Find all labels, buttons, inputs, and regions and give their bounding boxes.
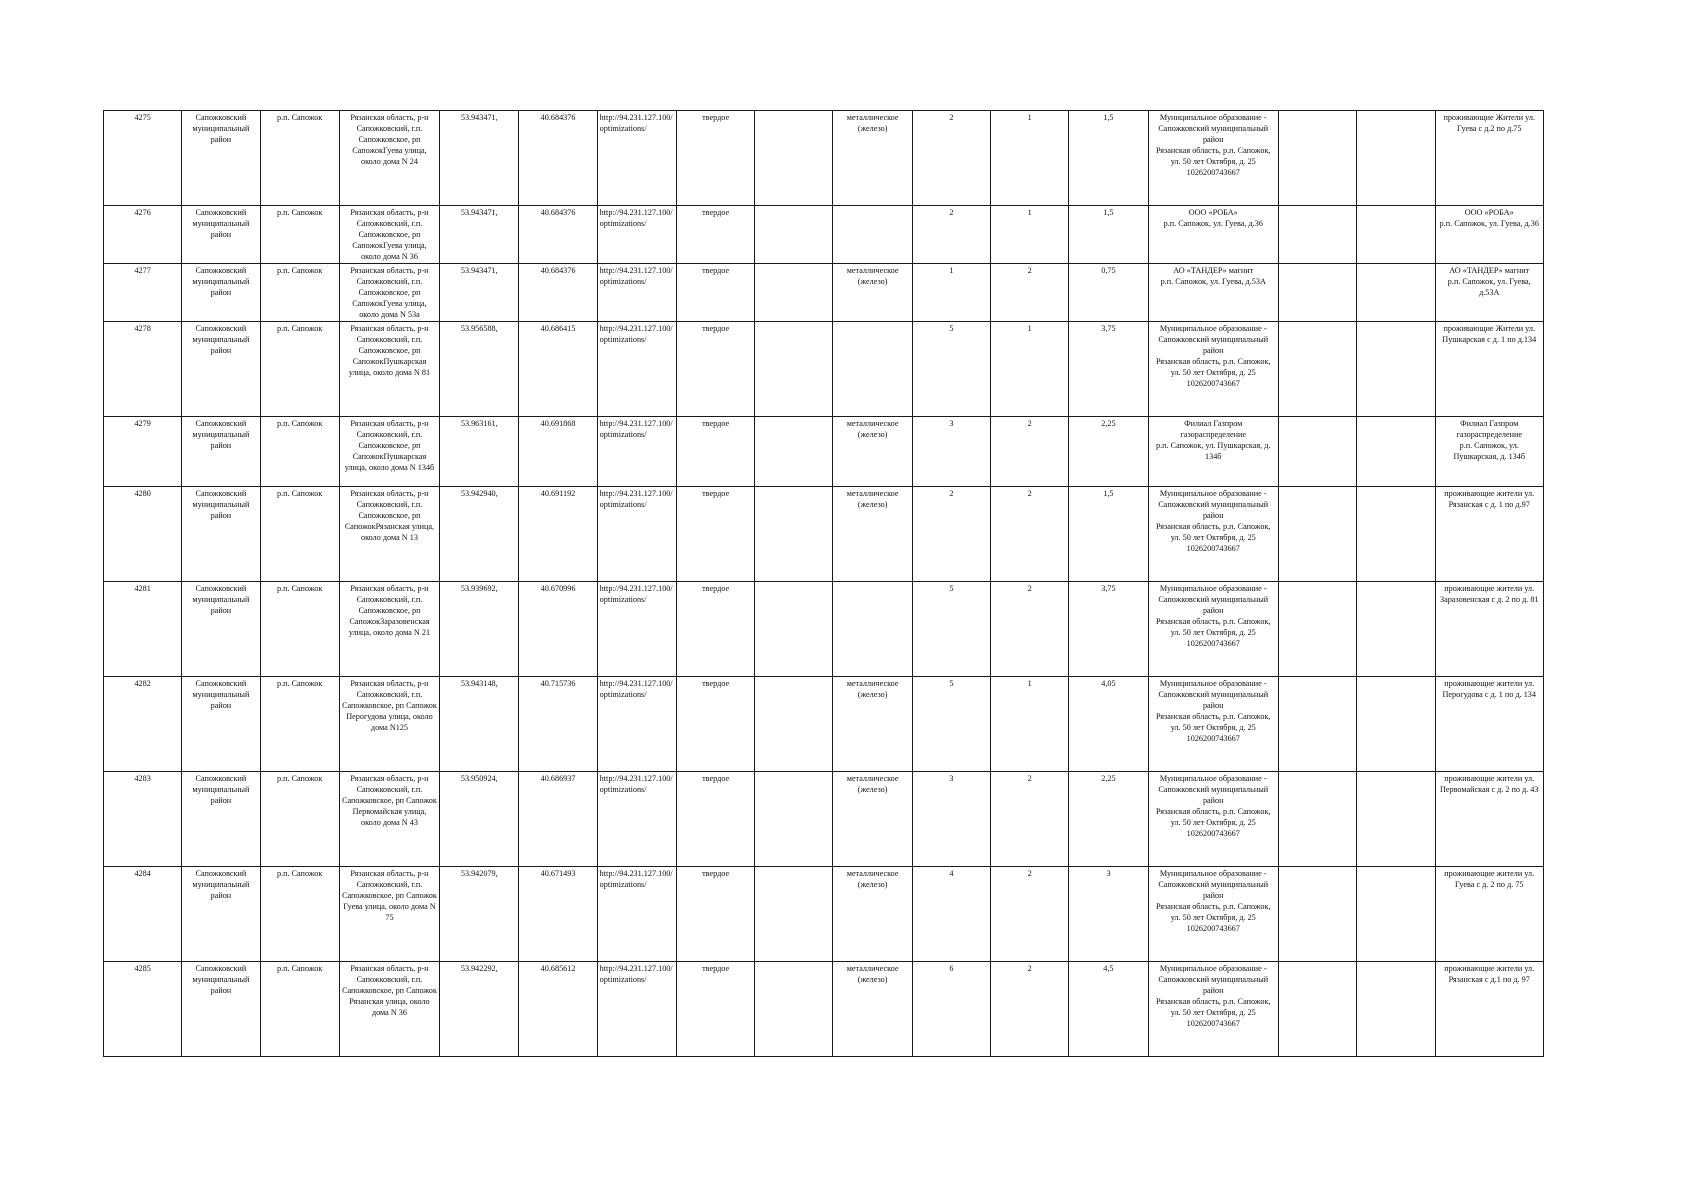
cell-latitude: 53.942079, bbox=[440, 867, 519, 962]
cell-map-link: http://94.231.127.100/optimizations/ bbox=[597, 111, 676, 206]
cell-map-link: http://94.231.127.100/optimizations/ bbox=[597, 677, 676, 772]
table-row bbox=[104, 677, 1544, 772]
cell-base-area bbox=[755, 582, 833, 677]
cell-owner-contact bbox=[1357, 772, 1435, 867]
cell-longitude: 40.691192 bbox=[519, 487, 597, 582]
cell-container-material: металлическое (железо) bbox=[833, 264, 912, 322]
cell-owner-contact bbox=[1357, 962, 1435, 1057]
cell-base-area bbox=[755, 111, 833, 206]
cell-total-volume: 3 bbox=[1069, 867, 1148, 962]
cell-owner-extra bbox=[1278, 417, 1356, 487]
cell-base-area bbox=[755, 962, 833, 1057]
cell-waste-sources: проживающие Жители ул. Гуева с д.2 по д.75 bbox=[1435, 111, 1544, 206]
cell-container-volume: 1 bbox=[991, 206, 1069, 264]
cell-container-count: 2 bbox=[912, 487, 990, 582]
cell-latitude: 53.943471, bbox=[440, 206, 519, 264]
cell-base-area bbox=[755, 867, 833, 962]
cell-site-address: Рязанская область, р-н Сапожковский, г.п. Сапожковское, рп СапожокРязанская улица, около дома N 13 bbox=[339, 487, 439, 582]
cell-surface-type: твердое bbox=[676, 111, 754, 206]
cell-container-material: металлическое (железо) bbox=[833, 487, 912, 582]
cell-owner-extra bbox=[1278, 962, 1356, 1057]
cell-site-address: Рязанская область, р-н Сапожковский, г.п. Сапожковское, рп Сапожок Рязанская улица, около дома N 36 bbox=[339, 962, 439, 1057]
cell-site-owner: Муниципальное образование - Сапожковский муниципальный район Рязанская область, р.п. Сапожок, ул. 50 лет Октября, д. 25 1026200743667 bbox=[1148, 582, 1278, 677]
table-body bbox=[104, 111, 1544, 1057]
cell-row-number: 4277 bbox=[104, 264, 182, 322]
cell-settlement: р.п. Сапожок bbox=[260, 322, 339, 417]
cell-row-number: 4281 bbox=[104, 582, 182, 677]
cell-owner-extra bbox=[1278, 867, 1356, 962]
cell-container-material: металлическое (железо) bbox=[833, 962, 912, 1057]
document-page bbox=[103, 110, 1544, 1057]
cell-waste-sources: проживающие жители ул. Рязанская с д.1 по д. 97 bbox=[1435, 962, 1544, 1057]
cell-map-link: http://94.231.127.100/optimizations/ bbox=[597, 417, 676, 487]
cell-surface-type: твердое bbox=[676, 582, 754, 677]
cell-latitude: 53.943148, bbox=[440, 677, 519, 772]
table-row bbox=[104, 582, 1544, 677]
cell-settlement: р.п. Сапожок bbox=[260, 206, 339, 264]
cell-row-number: 4276 bbox=[104, 206, 182, 264]
cell-container-count: 6 bbox=[912, 962, 990, 1057]
table-row bbox=[104, 962, 1544, 1057]
cell-base-area bbox=[755, 417, 833, 487]
container-sites-table bbox=[103, 110, 1544, 1057]
cell-total-volume: 3,75 bbox=[1069, 322, 1148, 417]
cell-site-owner: Филиал Газпром газораспределение р.п. Сапожок, ул. Пушкарская, д. 134б bbox=[1148, 417, 1278, 487]
cell-site-address: Рязанская область, р-н Сапожковский, г.п. Сапожковское, рп Сапожок Гуева улица, около дома N 75 bbox=[339, 867, 439, 962]
cell-container-count: 2 bbox=[912, 111, 990, 206]
cell-map-link: http://94.231.127.100/optimizations/ bbox=[597, 772, 676, 867]
cell-waste-sources: Филиал Газпром газораспределение р.п. Сапожок, ул. Пушкарская, д. 134б bbox=[1435, 417, 1544, 487]
cell-site-address: Рязанская область, р-н Сапожковский, г.п. Сапожковское, рп СапожокПушкарская улица, около дома N 134б bbox=[339, 417, 439, 487]
cell-surface-type: твердое bbox=[676, 487, 754, 582]
cell-container-material bbox=[833, 322, 912, 417]
cell-owner-contact bbox=[1357, 264, 1435, 322]
cell-owner-contact bbox=[1357, 677, 1435, 772]
cell-container-count: 5 bbox=[912, 322, 990, 417]
cell-latitude: 53.943471, bbox=[440, 264, 519, 322]
cell-longitude: 40.691868 bbox=[519, 417, 597, 487]
cell-site-owner: Муниципальное образование - Сапожковский муниципальный район Рязанская область, р.п. Сапожок, ул. 50 лет Октября, д. 25 1026200743667 bbox=[1148, 677, 1278, 772]
cell-site-address: Рязанская область, р-н Сапожковский, г.п. Сапожковское, рп Сапожок Перогудова улица, около дома N125 bbox=[339, 677, 439, 772]
cell-container-material: металлическое (железо) bbox=[833, 677, 912, 772]
cell-longitude: 40.685612 bbox=[519, 962, 597, 1057]
cell-municipal-district: Сапожковский муниципальный район bbox=[182, 417, 260, 487]
cell-owner-extra bbox=[1278, 264, 1356, 322]
cell-municipal-district: Сапожковский муниципальный район bbox=[182, 322, 260, 417]
table-row bbox=[104, 867, 1544, 962]
cell-site-owner: ООО «РОБА» р.п. Сапожок, ул. Гуева, д.36 bbox=[1148, 206, 1278, 264]
cell-longitude: 40.670996 bbox=[519, 582, 597, 677]
cell-longitude: 40.686937 bbox=[519, 772, 597, 867]
cell-container-material: металлическое (железо) bbox=[833, 417, 912, 487]
cell-longitude: 40.715736 bbox=[519, 677, 597, 772]
cell-container-volume: 1 bbox=[991, 322, 1069, 417]
cell-container-count: 2 bbox=[912, 206, 990, 264]
cell-map-link: http://94.231.127.100/optimizations/ bbox=[597, 206, 676, 264]
cell-total-volume: 2,25 bbox=[1069, 772, 1148, 867]
cell-settlement: р.п. Сапожок bbox=[260, 962, 339, 1057]
cell-map-link: http://94.231.127.100/optimizations/ bbox=[597, 487, 676, 582]
table-row bbox=[104, 264, 1544, 322]
cell-site-owner: Муниципальное образование - Сапожковский муниципальный район Рязанская область, р.п. Сапожок, ул. 50 лет Октября, д. 25 1026200743667 bbox=[1148, 772, 1278, 867]
cell-container-volume: 2 bbox=[991, 487, 1069, 582]
cell-site-address: Рязанская область, р-н Сапожковский, г.п. Сапожковское, рп СапожокГуева улица, около дома N 53а bbox=[339, 264, 439, 322]
cell-surface-type: твердое bbox=[676, 867, 754, 962]
cell-site-owner: Муниципальное образование - Сапожковский муниципальный район Рязанская область, р.п. Сапожок, ул. 50 лет Октября, д. 25 1026200743667 bbox=[1148, 487, 1278, 582]
cell-base-area bbox=[755, 322, 833, 417]
cell-owner-contact bbox=[1357, 487, 1435, 582]
cell-surface-type: твердое bbox=[676, 677, 754, 772]
cell-waste-sources: проживающие жители ул. Заразовенская с д. 2 по д. 81 bbox=[1435, 582, 1544, 677]
cell-owner-extra bbox=[1278, 582, 1356, 677]
cell-total-volume: 1,5 bbox=[1069, 206, 1148, 264]
cell-row-number: 4278 bbox=[104, 322, 182, 417]
cell-base-area bbox=[755, 772, 833, 867]
cell-site-owner: Муниципальное образование - Сапожковский муниципальный район Рязанская область, р.п. Сапожок, ул. 50 лет Октября, д. 25 1026200743667 bbox=[1148, 962, 1278, 1057]
cell-longitude: 40.684376 bbox=[519, 111, 597, 206]
table-row bbox=[104, 111, 1544, 206]
table-row bbox=[104, 206, 1544, 264]
cell-waste-sources: проживающие жители ул. Гуева с д. 2 по д. 75 bbox=[1435, 867, 1544, 962]
cell-container-volume: 1 bbox=[991, 111, 1069, 206]
cell-settlement: р.п. Сапожок bbox=[260, 487, 339, 582]
cell-container-material: металлическое (железо) bbox=[833, 867, 912, 962]
cell-municipal-district: Сапожковский муниципальный район bbox=[182, 111, 260, 206]
cell-container-material bbox=[833, 582, 912, 677]
cell-row-number: 4282 bbox=[104, 677, 182, 772]
cell-container-count: 4 bbox=[912, 867, 990, 962]
cell-row-number: 4279 bbox=[104, 417, 182, 487]
cell-map-link: http://94.231.127.100/optimizations/ bbox=[597, 962, 676, 1057]
cell-owner-contact bbox=[1357, 206, 1435, 264]
cell-total-volume: 2,25 bbox=[1069, 417, 1148, 487]
cell-municipal-district: Сапожковский муниципальный район bbox=[182, 264, 260, 322]
cell-surface-type: твердое bbox=[676, 206, 754, 264]
cell-site-owner: АО «ТАНДЕР» магнит р.п. Сапожок, ул. Гуева, д.53А bbox=[1148, 264, 1278, 322]
cell-container-material: металлическое (железо) bbox=[833, 111, 912, 206]
cell-site-address: Рязанская область, р-н Сапожковский, г.п. Сапожковское, рп СапожокЗаразовенская улица, около дома N 21 bbox=[339, 582, 439, 677]
cell-latitude: 53.963161, bbox=[440, 417, 519, 487]
cell-row-number: 4275 bbox=[104, 111, 182, 206]
cell-container-material: металлическое (железо) bbox=[833, 772, 912, 867]
cell-owner-contact bbox=[1357, 417, 1435, 487]
cell-owner-extra bbox=[1278, 111, 1356, 206]
cell-container-count: 5 bbox=[912, 677, 990, 772]
cell-container-material bbox=[833, 206, 912, 264]
cell-latitude: 53.943471, bbox=[440, 111, 519, 206]
cell-container-volume: 2 bbox=[991, 264, 1069, 322]
cell-municipal-district: Сапожковский муниципальный район bbox=[182, 962, 260, 1057]
cell-container-count: 3 bbox=[912, 772, 990, 867]
cell-surface-type: твердое bbox=[676, 264, 754, 322]
cell-municipal-district: Сапожковский муниципальный район bbox=[182, 867, 260, 962]
cell-surface-type: твердое bbox=[676, 772, 754, 867]
cell-total-volume: 0,75 bbox=[1069, 264, 1148, 322]
cell-site-address: Рязанская область, р-н Сапожковский, г.п. Сапожковское, рп Сапожок Первомайская улица, около дома N 43 bbox=[339, 772, 439, 867]
cell-waste-sources: проживающие Жители ул. Пушкарская с д. 1 по д.134 bbox=[1435, 322, 1544, 417]
cell-municipal-district: Сапожковский муниципальный район bbox=[182, 677, 260, 772]
cell-container-volume: 2 bbox=[991, 962, 1069, 1057]
cell-site-address: Рязанская область, р-н Сапожковский, г.п. Сапожковское, рп СапожокПушкарская улица, около дома N 81 bbox=[339, 322, 439, 417]
cell-municipal-district: Сапожковский муниципальный район bbox=[182, 582, 260, 677]
cell-latitude: 53.942292, bbox=[440, 962, 519, 1057]
cell-base-area bbox=[755, 264, 833, 322]
cell-row-number: 4285 bbox=[104, 962, 182, 1057]
cell-owner-contact bbox=[1357, 867, 1435, 962]
table-row bbox=[104, 487, 1544, 582]
cell-map-link: http://94.231.127.100/optimizations/ bbox=[597, 582, 676, 677]
cell-waste-sources: проживающие жители ул. Рязанская с д. 1 по д.97 bbox=[1435, 487, 1544, 582]
cell-municipal-district: Сапожковский муниципальный район bbox=[182, 487, 260, 582]
cell-base-area bbox=[755, 206, 833, 264]
cell-container-count: 1 bbox=[912, 264, 990, 322]
cell-owner-contact bbox=[1357, 322, 1435, 417]
cell-total-volume: 1,5 bbox=[1069, 111, 1148, 206]
cell-settlement: р.п. Сапожок bbox=[260, 264, 339, 322]
cell-row-number: 4280 bbox=[104, 487, 182, 582]
cell-latitude: 53.939692, bbox=[440, 582, 519, 677]
cell-site-owner: Муниципальное образование - Сапожковский муниципальный район Рязанская область, р.п. Сапожок, ул. 50 лет Октября, д. 25 1026200743667 bbox=[1148, 111, 1278, 206]
cell-longitude: 40.684376 bbox=[519, 264, 597, 322]
cell-settlement: р.п. Сапожок bbox=[260, 582, 339, 677]
cell-total-volume: 1,5 bbox=[1069, 487, 1148, 582]
cell-container-volume: 2 bbox=[991, 417, 1069, 487]
cell-total-volume: 3,75 bbox=[1069, 582, 1148, 677]
cell-owner-contact bbox=[1357, 111, 1435, 206]
cell-total-volume: 4,05 bbox=[1069, 677, 1148, 772]
cell-settlement: р.п. Сапожок bbox=[260, 677, 339, 772]
cell-latitude: 53.956588, bbox=[440, 322, 519, 417]
cell-site-address: Рязанская область, р-н Сапожковский, г.п. Сапожковское, рп СапожокГуева улица, около дома N 36 bbox=[339, 206, 439, 264]
cell-row-number: 4283 bbox=[104, 772, 182, 867]
cell-settlement: р.п. Сапожок bbox=[260, 867, 339, 962]
cell-map-link: http://94.231.127.100/optimizations/ bbox=[597, 264, 676, 322]
cell-base-area bbox=[755, 677, 833, 772]
cell-waste-sources: проживающие жители ул. Первомайская с д. 2 по д. 43 bbox=[1435, 772, 1544, 867]
cell-owner-contact bbox=[1357, 582, 1435, 677]
cell-waste-sources: ООО «РОБА» р.п. Сапожок, ул. Гуева, д.36 bbox=[1435, 206, 1544, 264]
cell-total-volume: 4,5 bbox=[1069, 962, 1148, 1057]
cell-owner-extra bbox=[1278, 677, 1356, 772]
cell-container-volume: 1 bbox=[991, 677, 1069, 772]
table-row bbox=[104, 417, 1544, 487]
cell-map-link: http://94.231.127.100/optimizations/ bbox=[597, 322, 676, 417]
cell-container-count: 3 bbox=[912, 417, 990, 487]
table-row bbox=[104, 322, 1544, 417]
cell-base-area bbox=[755, 487, 833, 582]
cell-owner-extra bbox=[1278, 487, 1356, 582]
cell-container-volume: 2 bbox=[991, 772, 1069, 867]
cell-settlement: р.п. Сапожок bbox=[260, 417, 339, 487]
cell-settlement: р.п. Сапожок bbox=[260, 111, 339, 206]
cell-longitude: 40.671493 bbox=[519, 867, 597, 962]
cell-surface-type: твердое bbox=[676, 322, 754, 417]
cell-owner-extra bbox=[1278, 322, 1356, 417]
cell-longitude: 40.686415 bbox=[519, 322, 597, 417]
cell-longitude: 40.684376 bbox=[519, 206, 597, 264]
cell-container-volume: 2 bbox=[991, 867, 1069, 962]
cell-latitude: 53.950924, bbox=[440, 772, 519, 867]
cell-site-address: Рязанская область, р-н Сапожковский, г.п. Сапожковское, рп СапожокГуева улица, около дома N 24 bbox=[339, 111, 439, 206]
cell-container-volume: 2 bbox=[991, 582, 1069, 677]
cell-map-link: http://94.231.127.100/optimizations/ bbox=[597, 867, 676, 962]
cell-owner-extra bbox=[1278, 206, 1356, 264]
cell-surface-type: твердое bbox=[676, 417, 754, 487]
cell-latitude: 53.942940, bbox=[440, 487, 519, 582]
cell-municipal-district: Сапожковский муниципальный район bbox=[182, 772, 260, 867]
cell-site-owner: Муниципальное образование - Сапожковский муниципальный район Рязанская область, р.п. Сапожок, ул. 50 лет Октября, д. 25 1026200743667 bbox=[1148, 322, 1278, 417]
cell-row-number: 4284 bbox=[104, 867, 182, 962]
cell-waste-sources: АО «ТАНДЕР» магнит р.п. Сапожок, ул. Гуева, д.53А bbox=[1435, 264, 1544, 322]
cell-municipal-district: Сапожковский муниципальный район bbox=[182, 206, 260, 264]
cell-owner-extra bbox=[1278, 772, 1356, 867]
cell-site-owner: Муниципальное образование - Сапожковский муниципальный район Рязанская область, р.п. Сапожок, ул. 50 лет Октября, д. 25 1026200743667 bbox=[1148, 867, 1278, 962]
cell-container-count: 5 bbox=[912, 582, 990, 677]
cell-surface-type: твердое bbox=[676, 962, 754, 1057]
table-row bbox=[104, 772, 1544, 867]
cell-settlement: р.п. Сапожок bbox=[260, 772, 339, 867]
cell-waste-sources: проживающие жители ул. Перогудова с д. 1 по д. 134 bbox=[1435, 677, 1544, 772]
